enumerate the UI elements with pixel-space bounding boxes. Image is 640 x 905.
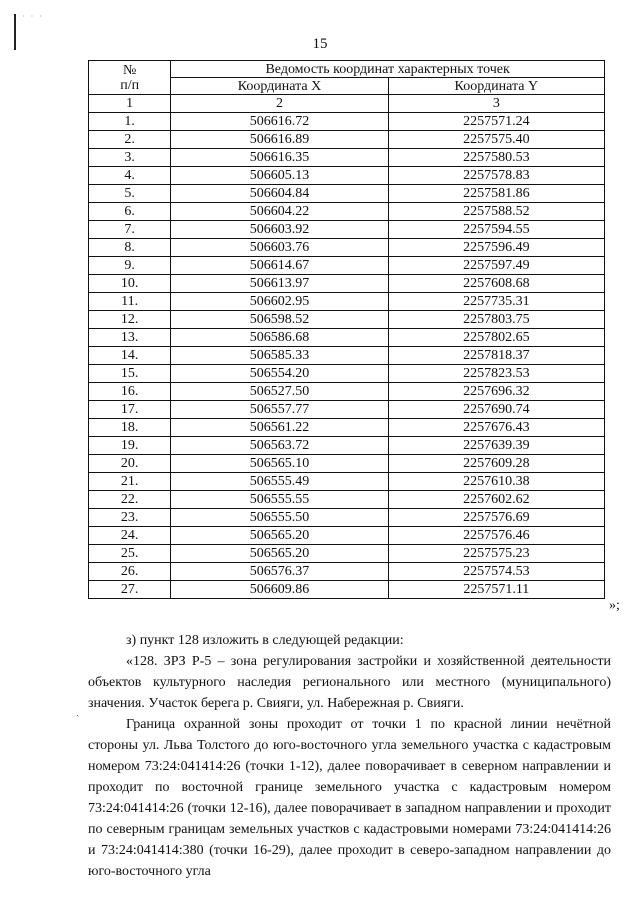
amendment-text <box>88 630 611 882</box>
point-number: 16. <box>89 383 171 401</box>
table-row <box>89 401 605 419</box>
coordinate-x: 506555.49 <box>171 473 388 491</box>
point-number: 14. <box>89 347 171 365</box>
point-number: 11. <box>89 293 171 311</box>
table-row <box>89 329 605 347</box>
point-number: 19. <box>89 437 171 455</box>
coordinate-x: 506616.89 <box>171 131 388 149</box>
coordinates-table <box>88 60 605 599</box>
table-row <box>89 437 605 455</box>
point-number: 26. <box>89 563 171 581</box>
header-coordinate-x: Координата X <box>171 78 388 95</box>
coordinate-y: 2257818.37 <box>388 347 604 365</box>
table-row <box>89 131 605 149</box>
point-number: 21. <box>89 473 171 491</box>
header-num-symbol: № <box>122 62 137 78</box>
coordinate-x: 506586.68 <box>171 329 388 347</box>
coordinate-y: 2257608.68 <box>388 275 604 293</box>
table-row <box>89 509 605 527</box>
boundary-paragraph: Граница охранной зоны проходит от точки 1 по красной линии нечётной стороны ул. Льва Толстого до юго-восточного угла земельного участка с кадастровым номером 73:24:041414:26 (точки 1-12), далее поворачивает в северном направлении и проходит по восточной границе земельного участка с кадастровым номером 73:24:041414:26 (точки 12-16), далее поворачивает в западном направлении и проходит по северным границам земельных участков с кадастровыми номерами 73:24:041414:26 и 73:24:041414:380 (точки 16-29), далее проходит в северо-западном направлении до юго-восточного угла <box>88 717 611 879</box>
header-point-number <box>89 61 171 95</box>
scan-tick-mark: ˎ <box>76 706 80 717</box>
point-number: 17. <box>89 401 171 419</box>
coordinate-x: 506616.35 <box>171 149 388 167</box>
closing-quote: »; <box>609 598 620 613</box>
zone-paragraph: «128. ЗРЗ Р-5 – зона регулирования застройки и хозяйственной деятельности объектов культурного наследия регионального или местного (муниципального) значения. Участок берега р. Свияги, ул. Набережная р. Свияги. <box>88 654 611 711</box>
coordinate-y: 2257575.23 <box>388 545 604 563</box>
coordinate-x: 506605.13 <box>171 167 388 185</box>
coordinate-x: 506613.97 <box>171 275 388 293</box>
table-row <box>89 563 605 581</box>
coordinate-x: 506561.22 <box>171 419 388 437</box>
scan-dots: · · · <box>22 12 44 21</box>
point-number: 7. <box>89 221 171 239</box>
coordinate-x: 506603.76 <box>171 239 388 257</box>
column-index: 1 <box>89 95 171 113</box>
coordinate-x: 506616.72 <box>171 113 388 131</box>
table-row <box>89 275 605 293</box>
point-number: 20. <box>89 455 171 473</box>
header-coordinates-group: Ведомость координат характерных точек <box>171 61 605 78</box>
coordinate-y: 2257576.46 <box>388 527 604 545</box>
point-number: 15. <box>89 365 171 383</box>
coordinate-y: 2257823.53 <box>388 365 604 383</box>
point-number: 5. <box>89 185 171 203</box>
coordinate-y: 2257594.55 <box>388 221 604 239</box>
coordinate-y: 2257610.38 <box>388 473 604 491</box>
table-row <box>89 149 605 167</box>
point-number: 10. <box>89 275 171 293</box>
header-coordinate-y: Координата Y <box>388 78 604 95</box>
point-number: 9. <box>89 257 171 275</box>
point-number: 2. <box>89 131 171 149</box>
point-number: 1. <box>89 113 171 131</box>
table-header-row <box>89 61 605 78</box>
point-number: 23. <box>89 509 171 527</box>
column-index-row <box>89 95 605 113</box>
table-row <box>89 545 605 563</box>
coordinate-y: 2257580.53 <box>388 149 604 167</box>
point-number: 25. <box>89 545 171 563</box>
coordinate-x: 506555.50 <box>171 509 388 527</box>
table-row <box>89 527 605 545</box>
coordinate-x: 506585.33 <box>171 347 388 365</box>
table-row <box>89 113 605 131</box>
coordinate-y: 2257574.53 <box>388 563 604 581</box>
point-number: 6. <box>89 203 171 221</box>
coordinate-x: 506557.77 <box>171 401 388 419</box>
column-index: 2 <box>171 95 388 113</box>
point-number: 22. <box>89 491 171 509</box>
coordinate-x: 506563.72 <box>171 437 388 455</box>
table-row <box>89 455 605 473</box>
table-row <box>89 365 605 383</box>
coordinate-y: 2257602.62 <box>388 491 604 509</box>
coordinate-x: 506565.20 <box>171 527 388 545</box>
coordinate-x: 506603.92 <box>171 221 388 239</box>
table-row <box>89 311 605 329</box>
coordinate-x: 506527.50 <box>171 383 388 401</box>
coordinate-x: 506555.55 <box>171 491 388 509</box>
coordinate-y: 2257802.65 <box>388 329 604 347</box>
coordinate-y: 2257735.31 <box>388 293 604 311</box>
page-number: 15 <box>312 36 328 52</box>
header-num-abbrev: п/п <box>120 77 140 93</box>
coordinate-y: 2257576.69 <box>388 509 604 527</box>
coordinate-y: 2257803.75 <box>388 311 604 329</box>
coordinate-y: 2257690.74 <box>388 401 604 419</box>
point-number: 12. <box>89 311 171 329</box>
point-number: 3. <box>89 149 171 167</box>
table-row <box>89 473 605 491</box>
table-row <box>89 293 605 311</box>
coordinate-y: 2257571.24 <box>388 113 604 131</box>
coordinate-x: 506609.86 <box>171 581 388 599</box>
coordinate-x: 506614.67 <box>171 257 388 275</box>
coordinate-x: 506554.20 <box>171 365 388 383</box>
coordinate-x: 506598.52 <box>171 311 388 329</box>
coordinate-x: 506604.84 <box>171 185 388 203</box>
column-index: 3 <box>388 95 604 113</box>
point-number: 18. <box>89 419 171 437</box>
item-heading: з) пункт 128 изложить в следующей редакции: <box>126 633 404 648</box>
table-row <box>89 419 605 437</box>
coordinate-x: 506576.37 <box>171 563 388 581</box>
coordinate-y: 2257696.32 <box>388 383 604 401</box>
coordinate-y: 2257609.28 <box>388 455 604 473</box>
table-row <box>89 167 605 185</box>
coordinate-y: 2257581.86 <box>388 185 604 203</box>
point-number: 8. <box>89 239 171 257</box>
point-number: 27. <box>89 581 171 599</box>
table-row <box>89 581 605 599</box>
coordinate-x: 506565.10 <box>171 455 388 473</box>
coordinate-x: 506565.20 <box>171 545 388 563</box>
table-row <box>89 383 605 401</box>
table-row <box>89 257 605 275</box>
coordinate-y: 2257578.83 <box>388 167 604 185</box>
point-number: 24. <box>89 527 171 545</box>
table-row <box>89 239 605 257</box>
coordinate-y: 2257588.52 <box>388 203 604 221</box>
point-number: 13. <box>89 329 171 347</box>
table-row <box>89 185 605 203</box>
table-row <box>89 221 605 239</box>
coordinate-y: 2257639.39 <box>388 437 604 455</box>
coordinate-y: 2257676.43 <box>388 419 604 437</box>
coordinate-y: 2257575.40 <box>388 131 604 149</box>
coordinate-y: 2257596.49 <box>388 239 604 257</box>
coordinate-y: 2257571.11 <box>388 581 604 599</box>
table-row <box>89 203 605 221</box>
table-row <box>89 347 605 365</box>
table-row <box>89 491 605 509</box>
coordinate-x: 506602.95 <box>171 293 388 311</box>
coordinate-y: 2257597.49 <box>388 257 604 275</box>
point-number: 4. <box>89 167 171 185</box>
coordinate-x: 506604.22 <box>171 203 388 221</box>
